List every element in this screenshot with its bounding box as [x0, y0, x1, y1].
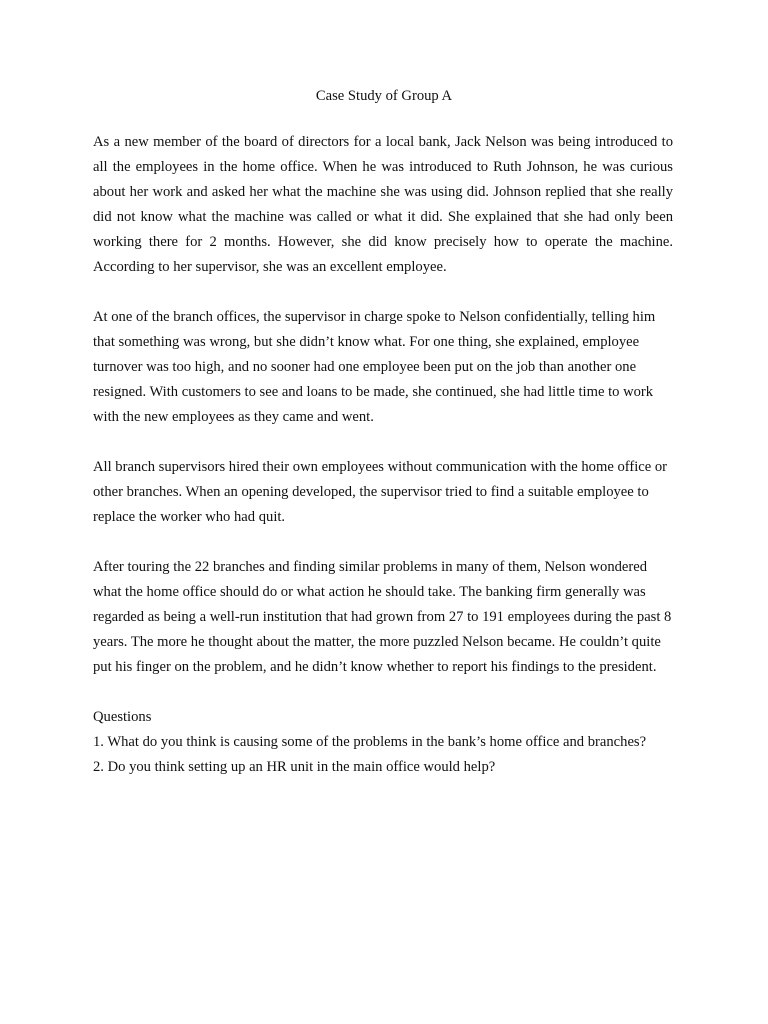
- questions-heading: Questions: [93, 709, 152, 725]
- paragraph-introduction: As a new member of the board of directors for a local bank, Jack Nelson was being introduced to all the employees in the home office. When he was introduced to Ruth Johnson, he was curious about her work and asked her what the machine she was using did. Johnson replied that she really did not know what the machine was called or what it did. She explained that she had only been working there for 2 months. However, she did know precisely how to operate the machine. According to her supervisor, she was an excellent employee.: [93, 134, 673, 275]
- paragraph-branch-office: At one of the branch offices, the supervisor in charge spoke to Nelson confidentially, telling him that something was wrong, but she didn’t know what. For one thing, she explained, employee turnover was too high, and no sooner had one employee been put on the job than another one resigned. With customers to see and loans to be made, she continued, she had little time to work with the new employees as they came and went.: [93, 309, 656, 425]
- question-item: 2. Do you think setting up an HR unit in the main office would help?: [93, 759, 496, 775]
- document-title: Case Study of Group A: [315, 88, 453, 104]
- paragraph-findings: After touring the 22 branches and finding similar problems in many of them, Nelson wondered what the home office should do or what action he should take. The banking firm generally was regarded as being a well-run institution that had grown from 27 to 191 employees during the past 8 years. The more he thought about the matter, the more puzzled Nelson became. He couldn’t quite put his finger on the problem, and he didn’t know whether to report his findings to the president.: [93, 559, 672, 675]
- question-item: 1. What do you think is causing some of the problems in the bank’s home office and branches?: [93, 734, 647, 750]
- paragraph-hiring-practices: All branch supervisors hired their own employees without communication with the home office or other branches. When an opening developed, the supervisor tried to find a suitable employee to replace the worker who had quit.: [93, 459, 668, 525]
- questions-section: [93, 705, 673, 780]
- document-page: [93, 84, 673, 780]
